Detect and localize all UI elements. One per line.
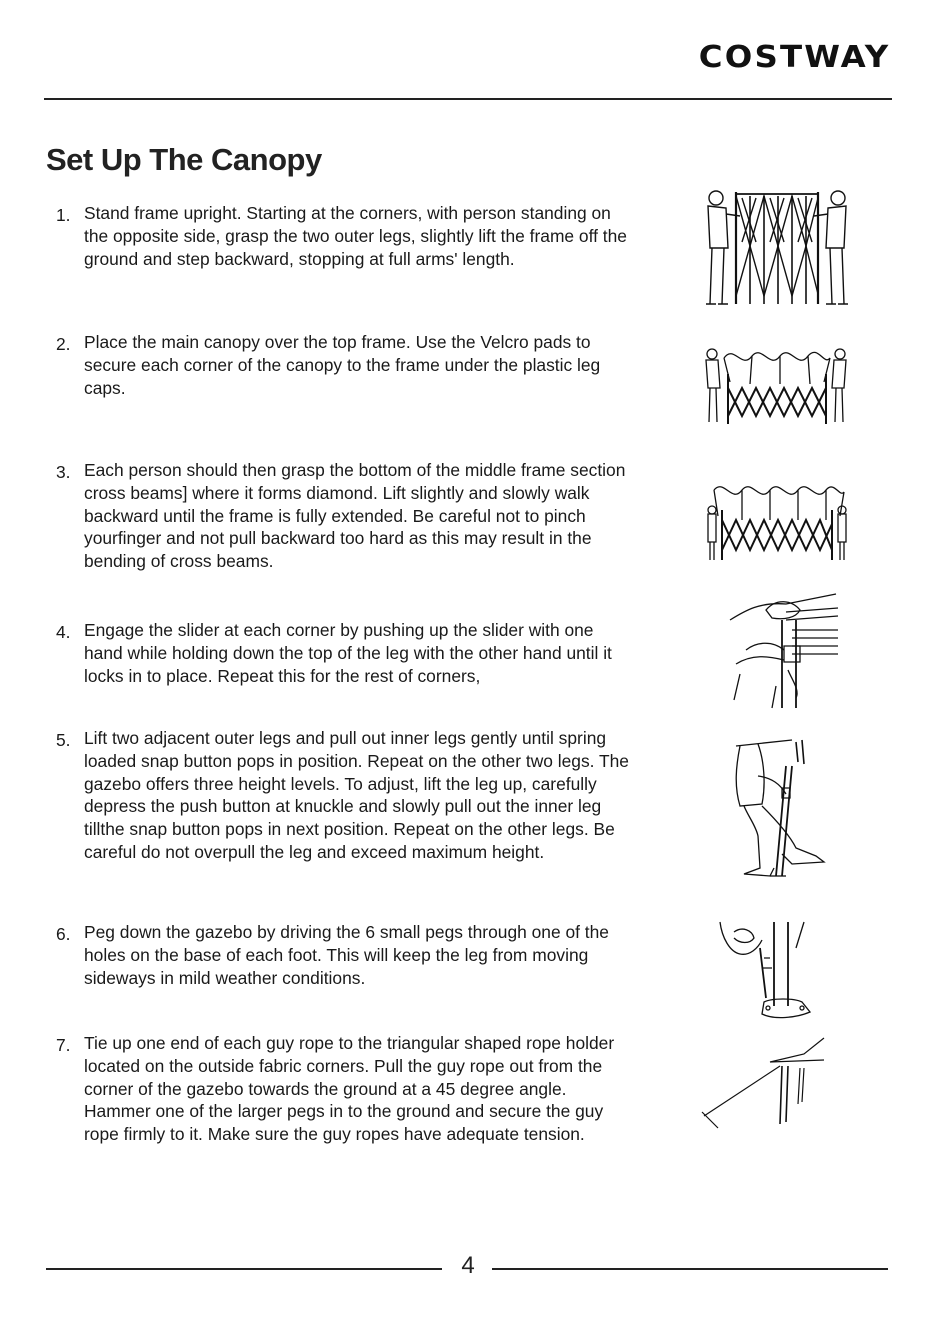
step-item	[56, 1032, 636, 1146]
step-number: 2.	[56, 334, 71, 354]
step-number: 1.	[56, 205, 71, 225]
step-item	[56, 202, 636, 270]
step-item	[56, 619, 636, 687]
step-item	[56, 727, 636, 864]
step-text: Stand frame upright. Starting at the corners, with person standing on the opposite side, grasp the two outer legs, slightly lift the frame off the ground and step backward, stopping at full arms' length.	[84, 203, 627, 269]
step-item	[56, 331, 636, 399]
step-text: Each person should then grasp the bottom of the middle frame section cross beams] where it forms diamond. Lift slightly and slowly walk backward until the frame is fully extended. Be careful not to pinch yourfinger and not pull backward too hard as this may result in the bending of cross beams.	[84, 460, 626, 572]
step-number: 6.	[56, 924, 71, 944]
step-number: 4.	[56, 622, 71, 642]
guy-rope-illustration	[700, 1036, 826, 1132]
leg-height-illustration	[732, 736, 830, 884]
step-item	[56, 459, 636, 573]
step-item	[56, 921, 636, 989]
step-text: Lift two adjacent outer legs and pull out inner legs gently until spring loaded snap button pops in position. Repeat on the other two legs. The gazebo offers three height levels. To adjust, lift the leg up, carefully depress the push button at knuckle and slowly pull out the inner leg tillthe snap button pops in next position. Repeat on the other legs. Be careful do not overpull the leg and exceed maximum height.	[84, 728, 629, 862]
step-text: Peg down the gazebo by driving the 6 small pegs through one of the holes on the base of each foot. This will keep the leg from moving sideways in mild weather conditions.	[84, 922, 609, 988]
step-number: 5.	[56, 730, 71, 750]
step-text: Place the main canopy over the top frame. Use the Velcro pads to secure each corner of the canopy to the frame under the plastic leg caps.	[84, 332, 601, 398]
slider-lock-illustration	[726, 590, 842, 710]
step-text: Engage the slider at each corner by pushing up the slider with one hand while holding down the top of the leg with the other hand until it locks in to place. Repeat this for the rest of corners,	[84, 620, 612, 686]
step-text: Tie up one end of each guy rope to the triangular shaped rope holder located on the outside fabric corners. Pull the guy rope out from the corner of the gazebo towards the ground at a 45 degree angle. Hammer one of the larger pegs in to the ground and secure the guy rope firmly to it. Make sure the guy ropes have adequate tension.	[84, 1033, 615, 1145]
step-number: 7.	[56, 1035, 71, 1055]
page-number: 4	[461, 1252, 475, 1279]
page-title: Set Up The Canopy	[46, 142, 322, 177]
step-number: 3.	[56, 462, 71, 482]
header-divider	[44, 98, 892, 100]
footer-divider-left	[46, 1268, 442, 1270]
extend-frame-illustration	[704, 480, 850, 564]
frame-upright-illustration	[700, 186, 855, 311]
canopy-over-frame-illustration	[700, 344, 852, 428]
footer-divider-right	[492, 1268, 888, 1270]
brand-logo: COSTWAY	[698, 40, 890, 75]
peg-foot-illustration	[716, 918, 816, 1026]
